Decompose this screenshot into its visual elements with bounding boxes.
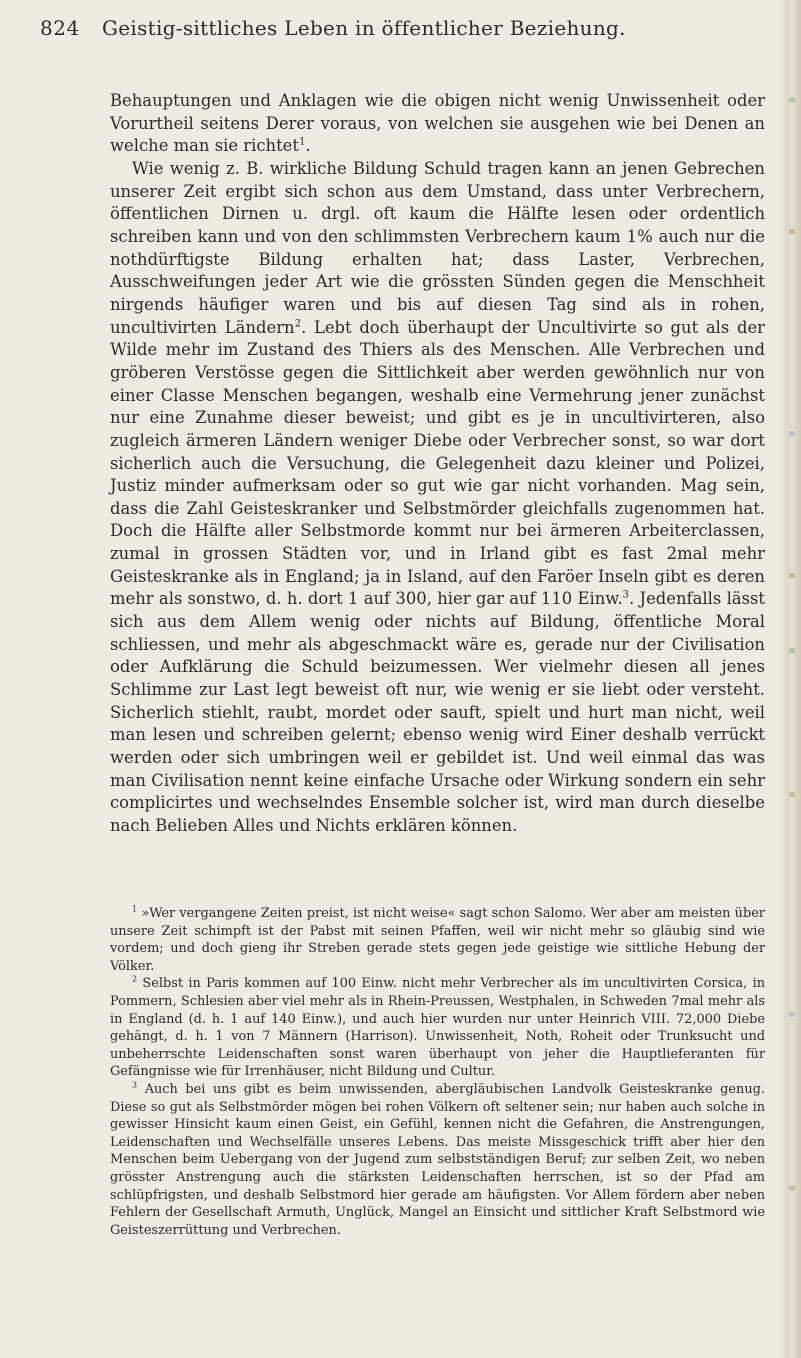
edge-mark bbox=[789, 97, 795, 102]
footnote-mark: 2 bbox=[132, 975, 138, 985]
paragraph-text: Behauptungen und Anklagen wie die obigen nicht wenig Unwissenheit oder Vorurtheil seitens Derer voraus, von welchen sie ausgehen wie bei Denen an welche man sie richtet bbox=[110, 91, 765, 156]
footnote-text: Selbst in Paris kommen auf 100 Einw. nicht mehr Verbrecher als im uncultivirten Corsica, in Pommern, Schlesien aber viel mehr als in Rhein-Preussen, Westphalen, in Schweden 7mal mehr als in England (d. h. 1 auf 140 Einw.), und auch hier wurden nur unter Heinrich VIII. 72,000 Diebe gehängt, d. h. 1 von 7 Männern (Harrison). Unwissenheit, Noth, Roheit oder Trunksucht und unbeherrschte Leidenschaften sonst waren überhaupt von jeher die Hauptlieferanten für Gefängnisse wie für Irrenhäuser, nicht Bildung und Cultur. bbox=[110, 976, 765, 1080]
paragraph-text: Wie wenig z. B. wirkliche Bildung Schuld tragen kann an jenen Gebrechen unserer Zeit ergibt sich schon aus dem Umstand, dass unter Verbrechern, öffentlichen Dirnen u. drgl. oft kaum die Hälfte lesen oder ordentlich schreiben kann und von den schlimmsten Verbrechern kaum 1% auch nur die nothdürftigste Bildung erhalten hat; dass Laster, Verbrechen, Ausschweifungen jeder Art wie die grössten Sünden gegen die Menschheit nirgends häufiger waren und bis auf diesen Tag sind als in rohen, uncultivirten Ländern bbox=[110, 158, 765, 337]
page-header bbox=[40, 16, 760, 46]
paragraph bbox=[110, 90, 765, 158]
footnote-text: Auch bei uns gibt es beim unwissenden, abergläubischen Landvolk Geisteskranke genug. Diese so gut als Selbstmörder mögen bei rohen Völkern oft seltener sein; nur haben auch solche in gewisser Hinsicht kaum einen Geist, ein Gefühl, kennen nicht die Gefahren, die Anstrengungen, Leidenschaften und Wechselfälle unseres Lebens. Das meiste Missgeschick trifft aber hier den Menschen beim Uebergang von der Jugend zum selbstständigen Beruf; zur selben Zeit, wo neben grösster Anstrengung auch die stärksten Leidenschaften herrschen, ist so der Pfad am schlüpfrigsten, und deshalb Selbstmord hier gerade am häufigsten. Vor Allem fördern aber neben Fehlern der Gesellschaft Armuth, Unglück, Mangel an Einsicht und sittlicher Kraft Selbstmord wie Geisteszerrüttung und Verbrechen. bbox=[110, 1081, 765, 1238]
paragraph-text: . bbox=[305, 136, 311, 156]
page-number: 824 bbox=[40, 16, 80, 40]
footnote-mark: 3 bbox=[132, 1080, 138, 1090]
footnote bbox=[110, 1081, 765, 1239]
footnotes bbox=[110, 905, 765, 1239]
edge-mark bbox=[789, 648, 795, 653]
footnote bbox=[110, 975, 765, 1081]
edge-mark bbox=[789, 431, 795, 436]
paragraph-text: . Jedenfalls lässt sich aus dem Allem wenig oder nichts auf Bildung, öffentliche Moral schliessen, und mehr als abgeschmackt wäre es, gerade nur der Civilisation oder Aufklärung die Schuld beizumessen. Wer vielmehr diesen all jenes Schlimme zur Last legt beweist oft nur, wie wenig er sie liebt oder versteht. Sicherlich stiehlt, raubt, mordet oder sauft, spielt und hurt man nicht, weil man lesen und schreiben gelernt; ebenso wenig wird Einer deshalb verrückt werden oder sich umbringen weil er gebildet ist. Und weil einmal das was man Civilisation nennt keine einfache Ursache oder Wirkung sondern ein sehr complicirtes und wechselndes Ensemble solcher ist, wird man durch dieselbe nach Belieben Alles und Nichts erklären können. bbox=[110, 589, 765, 835]
footnote-ref: 3 bbox=[622, 589, 630, 601]
footnote-ref: 1 bbox=[298, 136, 306, 148]
edge-mark bbox=[789, 573, 795, 578]
footnote-ref: 2 bbox=[294, 318, 302, 330]
edge-mark bbox=[789, 792, 795, 797]
footnote bbox=[110, 905, 765, 975]
edge-mark bbox=[789, 229, 795, 234]
paragraph bbox=[110, 158, 765, 838]
main-text bbox=[110, 90, 765, 838]
edge-mark bbox=[789, 1186, 795, 1191]
edge-mark bbox=[789, 1012, 795, 1017]
page-edge bbox=[781, 0, 801, 1358]
footnote-text: »Wer vergangene Zeiten preist, ist nicht weise« sagt schon Salomo. Wer aber am meisten über unsere Zeit schimpft ist der Pabst mit seinen Pfaffen, weil wir nicht mehr so gläubig sind wie vordem; und doch gieng ihr Streben gerade stets gegen jede geistige wie sittliche Hebung der Völker. bbox=[110, 906, 765, 974]
footnote-mark: 1 bbox=[132, 904, 138, 914]
running-head: Geistig-sittliches Leben in öffentlicher Beziehung. bbox=[102, 16, 626, 40]
paragraph-text: . Lebt doch überhaupt der Uncultivirte so gut als der Wilde mehr im Zustand des Thiers als des Menschen. Alle Verbrechen und gröberen Verstösse gegen die Sittlichkeit aber werden gewöhnlich nur von einer Classe Menschen begangen, weshalb eine Vermehrung jener zunächst nur eine Zunahme dieser beweist; und gibt es je in uncultivirteren, also zugleich ärmeren Ländern weniger Diebe oder Verbrecher sonst, so war dort sicherlich auch die Versuchung, die Gelegenheit dazu kleiner und Polizei, Justiz minder aufmerksam oder so gut wie gar nicht vorhanden. Mag sein, dass die Zahl Geisteskranker und Selbstmörder gleichfalls zugenommen hat. Doch die Hälfte aller Selbstmorde kommt nur bei ärmeren Arbeiterclassen, zumal in grossen Städten vor, und in Irland gibt es fast 2mal mehr Geisteskranke als in England; ja in Island, auf den Faröer Inseln gibt es deren mehr als sonstwo, d. h. dort 1 auf 300, hier gar auf 110 Einw. bbox=[110, 317, 765, 609]
